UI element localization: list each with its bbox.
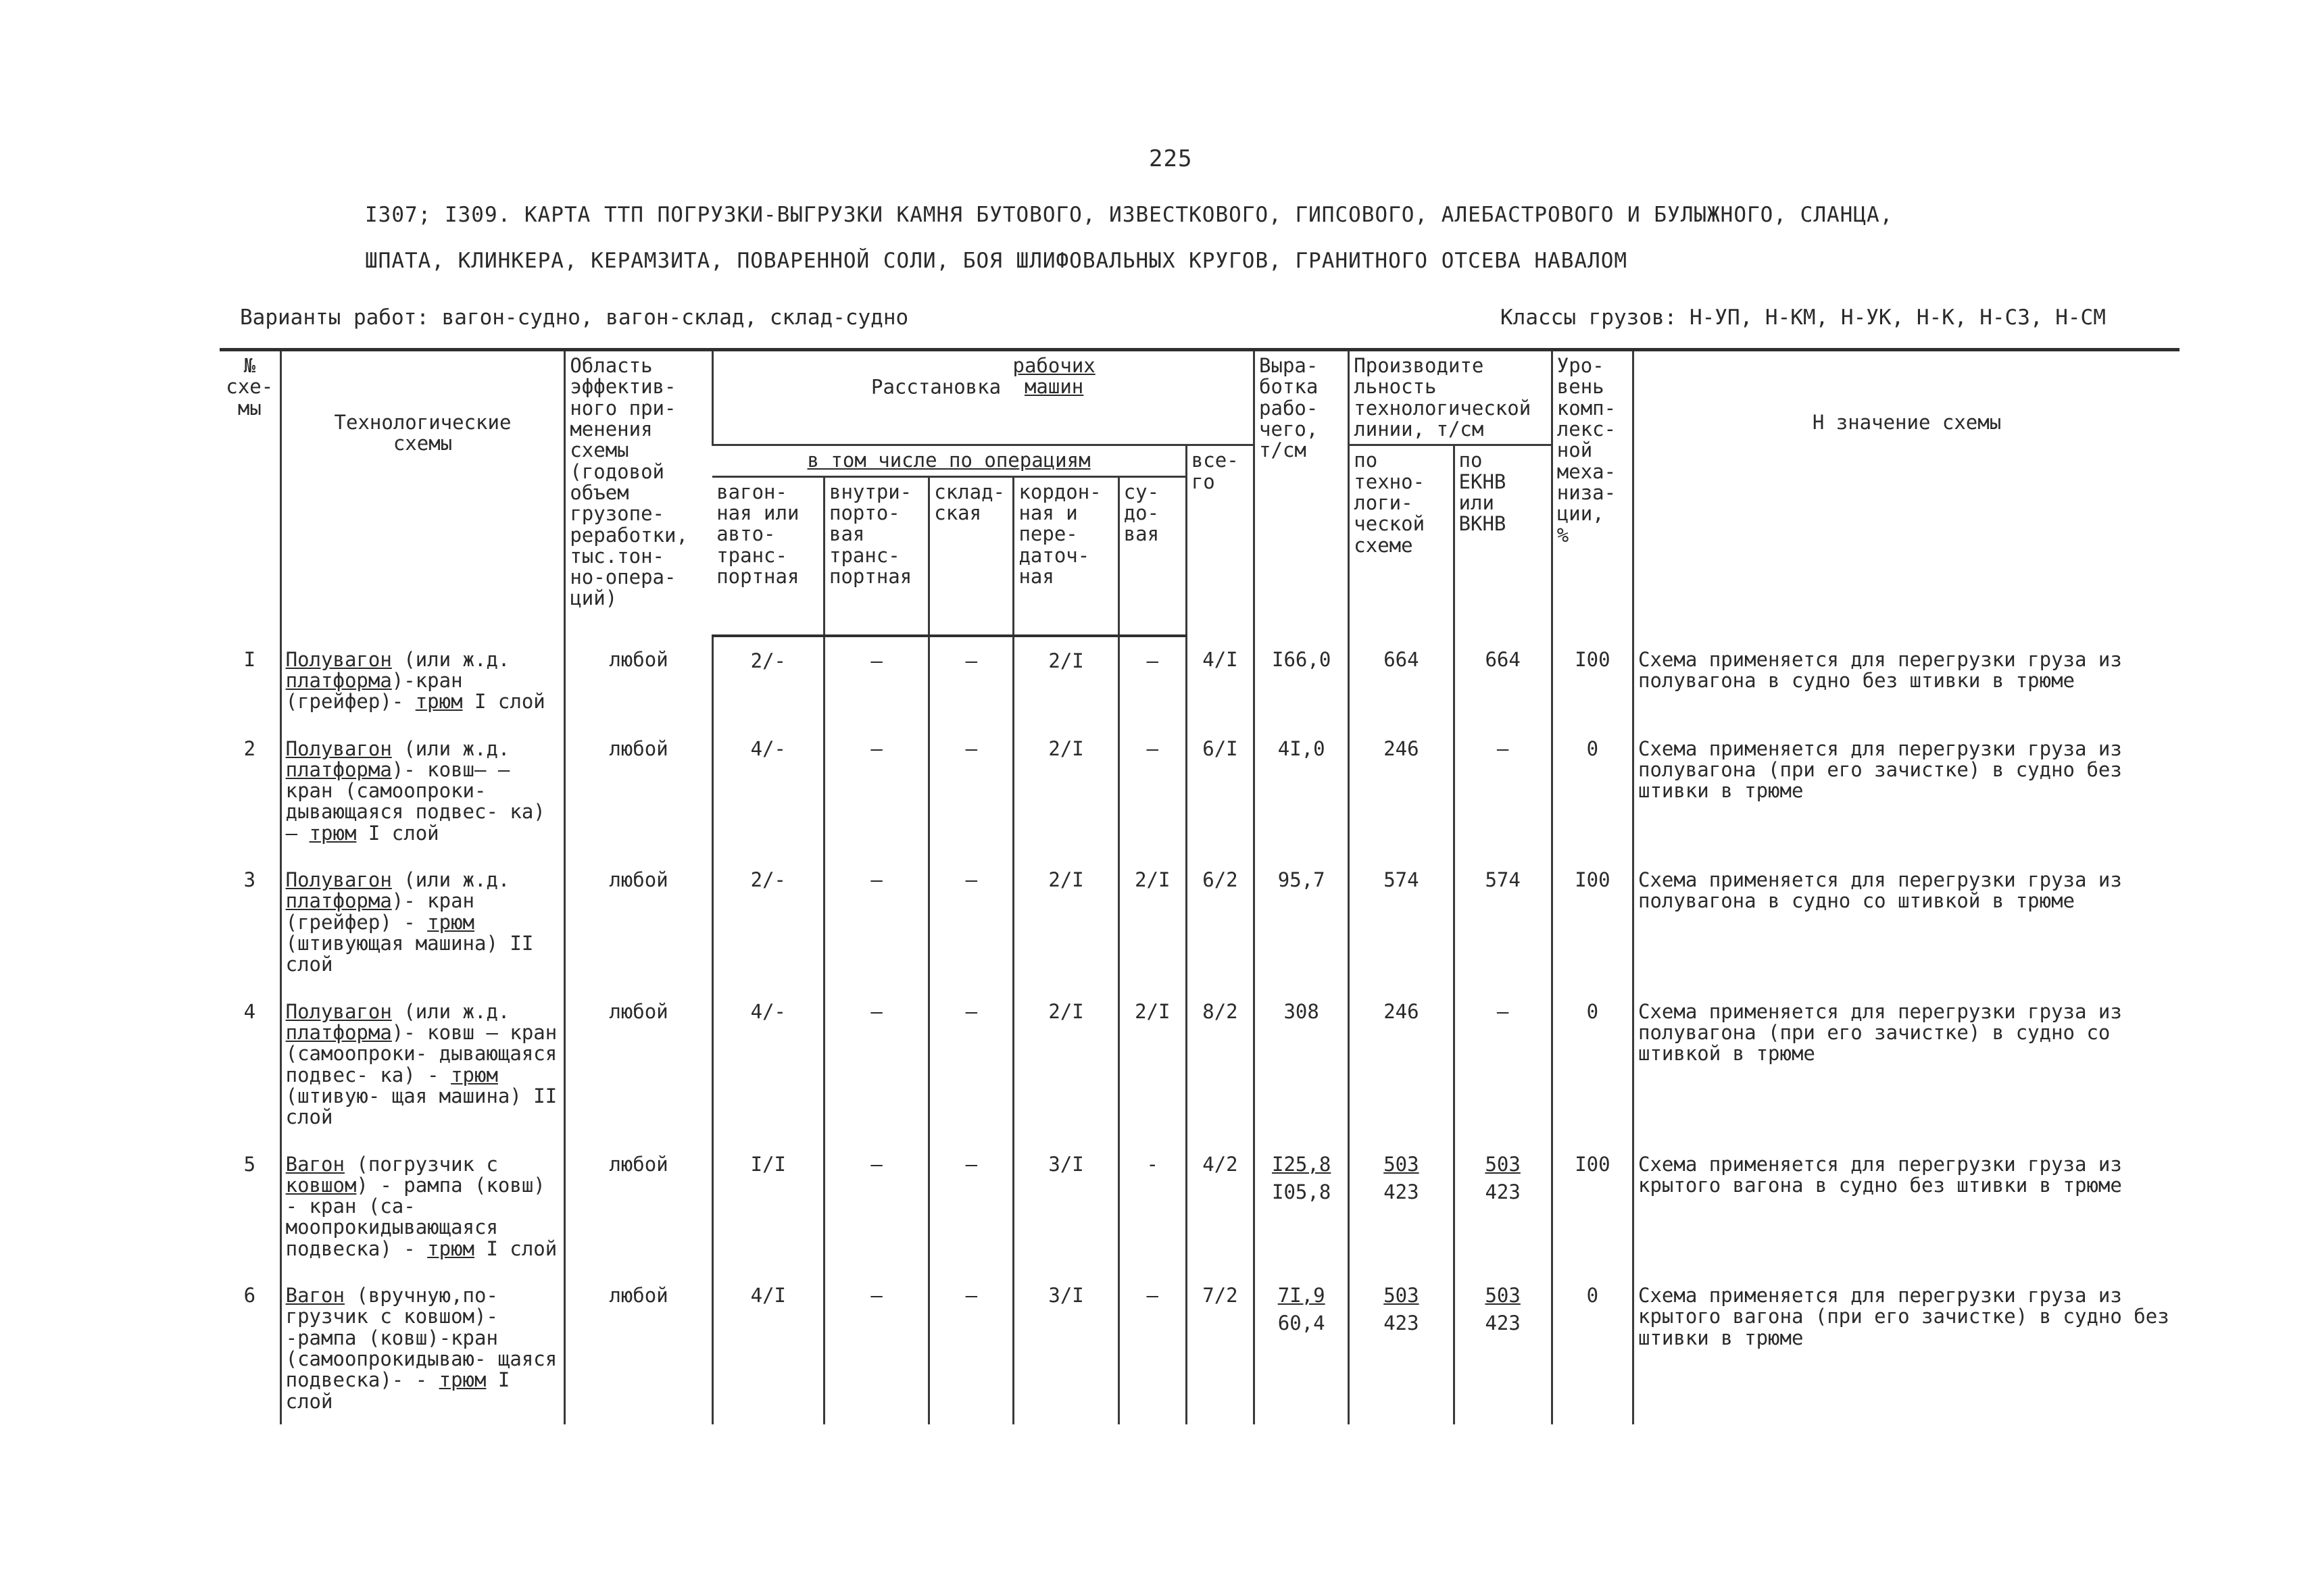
mechanization-level: 0 [1552,725,1633,857]
sklad-count: – [929,856,1014,988]
header-productivity: Производите льность технологической линии, т/см [1349,350,1552,445]
table-row [220,1272,2180,1424]
kordon-count: 3/I [1014,1141,1118,1272]
vagon-count: 2/- [712,636,824,725]
kordon-count: 3/I [1014,1272,1118,1424]
header-total: все- го [1186,445,1254,636]
inner-port-count: – [824,856,929,988]
header-inner-port: внутри- порто- вая транс- портная [824,476,929,636]
kordon-count: 2/I [1014,856,1118,988]
scheme-meaning: Схема применяется для перегрузки груза из полувагона в судно без штивки в трюме [1633,636,2180,725]
scheme-number: 4 [243,999,256,1023]
productivity-by-scheme: 503 423 [1349,1272,1454,1424]
area-of-use: любой [565,1272,712,1424]
cargo-classes: Классы грузов: Н-УП, Н-КМ, Н-УК, Н-К, Н-СЗ, Н-СМ [1500,305,2106,330]
sudo-count: 2/I [1118,988,1186,1141]
table-row [220,1141,2180,1272]
header-vagon: вагон- ная или авто- транс- портная [712,476,824,636]
scheme-number: 3 [243,868,256,892]
table-row [220,725,2180,857]
productivity-by-ekhnv: 503 423 [1454,1141,1552,1272]
header-sklad: склад- ская [929,476,1014,636]
inner-port-count: – [824,1141,929,1272]
mechanization-level: I00 [1552,636,1633,725]
area-of-use: любой [565,1141,712,1272]
mechanization-level: I00 [1552,856,1633,988]
area-of-use: любой [565,636,712,725]
vagon-count: I/I [712,1141,824,1272]
sudo-count: – [1118,725,1186,857]
worker-output: I66,0 [1254,636,1349,725]
total-count: 4/I [1186,636,1254,725]
page-number: 225 [1149,145,1193,172]
productivity-by-scheme: 664 [1349,636,1454,725]
header-placement: Расстановка рабочих машин [712,350,1254,445]
scheme-description: Полувагон (или ж.д. платформа)- ковш – кран (самоопроки- дывающаяся подвес- ка) - трюм (штивую- щая машина) II слой [280,988,565,1141]
vagon-count: 2/- [712,856,824,988]
scheme-description: Вагон (вручную,по- грузчик с ковшом)- -рампа (ковш)-кран (самоопрокидываю- щаяся подвеска)- - трюм I слой [280,1272,565,1424]
table-row [220,988,2180,1141]
productivity-by-ekhnv: – [1454,988,1552,1141]
total-count: 4/2 [1186,1141,1254,1272]
header-scheme-meaning: Н значение схемы [1633,350,2180,636]
header-area-of-use: Область эффектив- ного при- менения схемы (годовой объем грузопе- реработки, тыс.тон- но-опера- ций) [565,350,712,636]
sudo-count: 2/I [1118,856,1186,988]
scheme-number: 2 [243,737,256,760]
total-count: 7/2 [1186,1272,1254,1424]
document-title-line-1: I307; I309. КАРТА ТТП ПОГРУЗКИ-ВЫГРУЗКИ КАМНЯ БУТОВОГО, ИЗВЕСТКОВОГО, ГИПСОВОГО, АЛЕБАСТРОВОГО И БУЛЫЖНОГО, СЛАНЦА, [365,203,1894,227]
table-row [220,856,2180,988]
scheme-description: Вагон (погрузчик с ковшом) - рампа (ковш) - кран (са- моопрокидывающаяся подвеска) - трюм I слой [280,1141,565,1272]
vagon-count: 4/- [712,988,824,1141]
productivity-by-ekhnv: 574 [1454,856,1552,988]
document-title-line-2: ШПАТА, КЛИНКЕРА, КЕРАМЗИТА, ПОВАРЕННОЙ СОЛИ, БОЯ ШЛИФОВАЛЬНЫХ КРУГОВ, ГРАНИТНОГО ОТСЕВА НАВАЛОМ [365,249,1628,273]
header-tech-schemes: Технологические схемы [280,350,565,636]
worker-output: 308 [1254,988,1349,1141]
total-count: 6/2 [1186,856,1254,988]
worker-output: 95,7 [1254,856,1349,988]
mechanization-level: 0 [1552,1272,1633,1424]
inner-port-count: – [824,988,929,1141]
sklad-count: – [929,988,1014,1141]
scheme-description: Полувагон (или ж.д. платформа)- кран (грейфер) - трюм (штивующая машина) II слой [280,856,565,988]
worker-output: 4I,0 [1254,725,1349,857]
area-of-use: любой [565,725,712,857]
productivity-by-ekhnv: – [1454,725,1552,857]
total-count: 8/2 [1186,988,1254,1141]
vagon-count: 4/I [712,1272,824,1424]
mechanization-level: I00 [1552,1141,1633,1272]
inner-port-count: – [824,1272,929,1424]
scheme-meaning: Схема применяется для перегрузки груза из полувагона в судно со штивкой в трюме [1633,856,2180,988]
header-mechanization-level: Уро- вень комп- лекс- ной меха- низа- ции, % [1552,350,1633,636]
productivity-by-ekhnv: 664 [1454,636,1552,725]
scheme-meaning: Схема применяется для перегрузки груза из полувагона (при его зачистке) в судно без штивки в трюме [1633,725,2180,857]
scheme-meaning: Схема применяется для перегрузки груза из крытого вагона (при его зачистке) в судно без штивки в трюме [1633,1272,2180,1424]
mechanization-level: 0 [1552,988,1633,1141]
sudo-count: - [1118,1141,1186,1272]
scheme-description: Полувагон (или ж.д. платформа)-кран (грейфер)- трюм I слой [280,636,565,725]
scheme-description: Полувагон (или ж.д. платформа)- ковш– – кран (самоопроки- дывающаяся подвес- ка) – трюм I слой [280,725,565,857]
productivity-by-ekhnv: 503 423 [1454,1272,1552,1424]
sudo-count: – [1118,1272,1186,1424]
productivity-by-scheme: 503 423 [1349,1141,1454,1272]
scheme-meaning: Схема применяется для перегрузки груза из полувагона (при его зачистке) в судно со штивкой в трюме [1633,988,2180,1141]
kordon-count: 2/I [1014,636,1118,725]
work-variants: Варианты работ: вагон-судно, вагон-склад, склад-судно [240,305,909,330]
worker-output: I25,8 I05,8 [1254,1141,1349,1272]
scheme-number: 6 [243,1284,256,1307]
header-sudo: су- до- вая [1118,476,1186,636]
productivity-by-scheme: 574 [1349,856,1454,988]
inner-port-count: – [824,636,929,725]
header-scheme-number: № схе- мы [220,350,280,636]
sklad-count: – [929,1141,1014,1272]
vagon-count: 4/- [712,725,824,857]
scheme-number: 5 [243,1152,256,1176]
area-of-use: любой [565,856,712,988]
sudo-count: – [1118,636,1186,725]
area-of-use: любой [565,988,712,1141]
header-by-ekhnv: по ЕКНВ или ВКНВ [1454,445,1552,636]
productivity-by-scheme: 246 [1349,988,1454,1141]
header-kordon: кордон- ная и пере- даточ- ная [1014,476,1118,636]
scheme-number: I [243,647,256,671]
productivity-by-scheme: 246 [1349,725,1454,857]
total-count: 6/I [1186,725,1254,857]
sklad-count: – [929,1272,1014,1424]
kordon-count: 2/I [1014,988,1118,1141]
kordon-count: 2/I [1014,725,1118,857]
scheme-meaning: Схема применяется для перегрузки груза из крытого вагона в судно без штивки в трюме [1633,1141,2180,1272]
header-output: Выра- ботка рабо- чего, т/см [1254,350,1349,636]
sklad-count: – [929,725,1014,857]
header-by-scheme: по техно- логи- ческой схеме [1349,445,1454,636]
table-row [220,636,2180,725]
tech-card-table [220,348,2180,1424]
inner-port-count: – [824,725,929,857]
header-including-operations: в том числе по операциям [712,445,1186,476]
worker-output: 7I,9 60,4 [1254,1272,1349,1424]
sklad-count: – [929,636,1014,725]
